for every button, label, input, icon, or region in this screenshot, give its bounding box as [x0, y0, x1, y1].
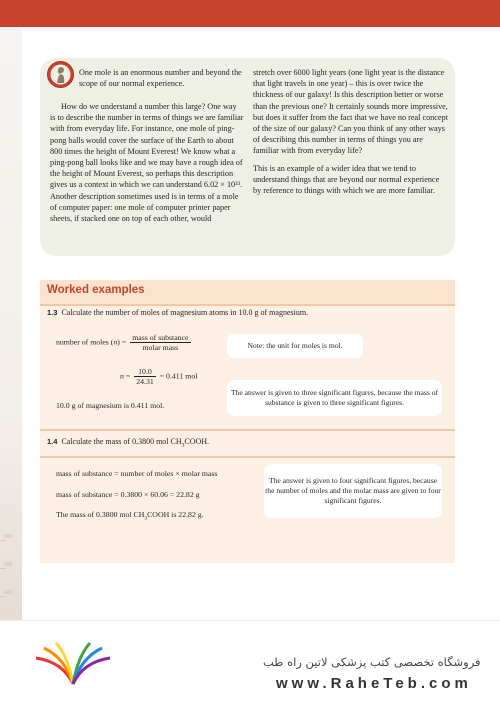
note-units: Note: the unit for moles is mol. — [227, 334, 363, 358]
beaker-graduations: 600 500 400 — [0, 500, 22, 620]
info-column-1: One mole is an enormous number and beyond the scope of our normal experience. — [79, 68, 242, 89]
answer-1-3: 10.0 g of magnesium is 0.411 mol. — [56, 401, 165, 410]
info-column-2: stretch over 6000 light years (one light year is the distance that light travels in one year) – this is over twice the thickness of our galaxy! Is this description better or worse than the previous one? It certainly sounds more impressive, but does it suffer from the fact that we have no real concept of the size of our galaxy? Can you think of any other ways of describing this number in terms of things you are familiar with from everyday life? This is an example of a wider idea that we tend to understand things that are beyond our normal experience by reference to things with which we are more familiar. — [253, 68, 448, 196]
info-column-1b: How do we understand a number this large? One way is to describe the number in terms of things we are familiar with from everyday life. For instance, one mole of ping-pong balls would cover the surface of the Earth to about 800 times the height of Mount Everest! We know what a ping-pong ball looks like and we may have a rough idea of the height of Mount Everest, so perhaps this description gives us a context in which we can understand 6.02 × 10²³. Another description sometimes used is in terms of a mole of computer paper: one mole of computer printer paper sheets, if stacked one on top of each other, would — [50, 102, 244, 224]
thinker-icon — [47, 61, 74, 88]
top-color-bar — [0, 0, 500, 27]
answer-1-4: The mass of 0.3800 mol $CH_3COOH$ is 22.82 g. — [56, 510, 204, 522]
open-book-logo — [28, 640, 118, 688]
note-sig-figs-1: The answer is given to three significant figures, because the mass of substance is given to three significant figures. — [227, 380, 442, 416]
mass-calculation: mass of substance = 0.3800 × 60.06 = 22.82 g — [56, 490, 200, 499]
question-1-4: 1.4 Calculate the mass of 0.3800 mol $CH_3COOH$. — [47, 437, 210, 449]
note-sig-figs-2: The answer is given to four significant figures, because the number of moles and the molar mass are given to four significant figures. — [264, 464, 442, 518]
moles-calculation: n = $\frac{10.0}{24.31}$ = 0.411 mol — [120, 367, 198, 386]
question-1-3: 1.3 Calculate the number of moles of magnesium atoms in 10.0 g of magnesium. — [47, 308, 309, 317]
moles-formula: number of moles (n) = $\frac{\text{mass of substance}}{\text{molar mass}}$ — [56, 333, 189, 352]
divider — [40, 429, 455, 431]
divider — [40, 304, 455, 306]
mass-formula: mass of substance = number of moles × molar mass — [56, 469, 218, 478]
divider — [40, 456, 455, 458]
footer-url[interactable]: www.RaheTeb.com — [276, 675, 472, 692]
footer-persian-text: فروشگاه تخصصی کتب پزشکی لاتین راه طب — [263, 655, 481, 669]
worked-examples-title: Worked examples — [47, 284, 145, 296]
